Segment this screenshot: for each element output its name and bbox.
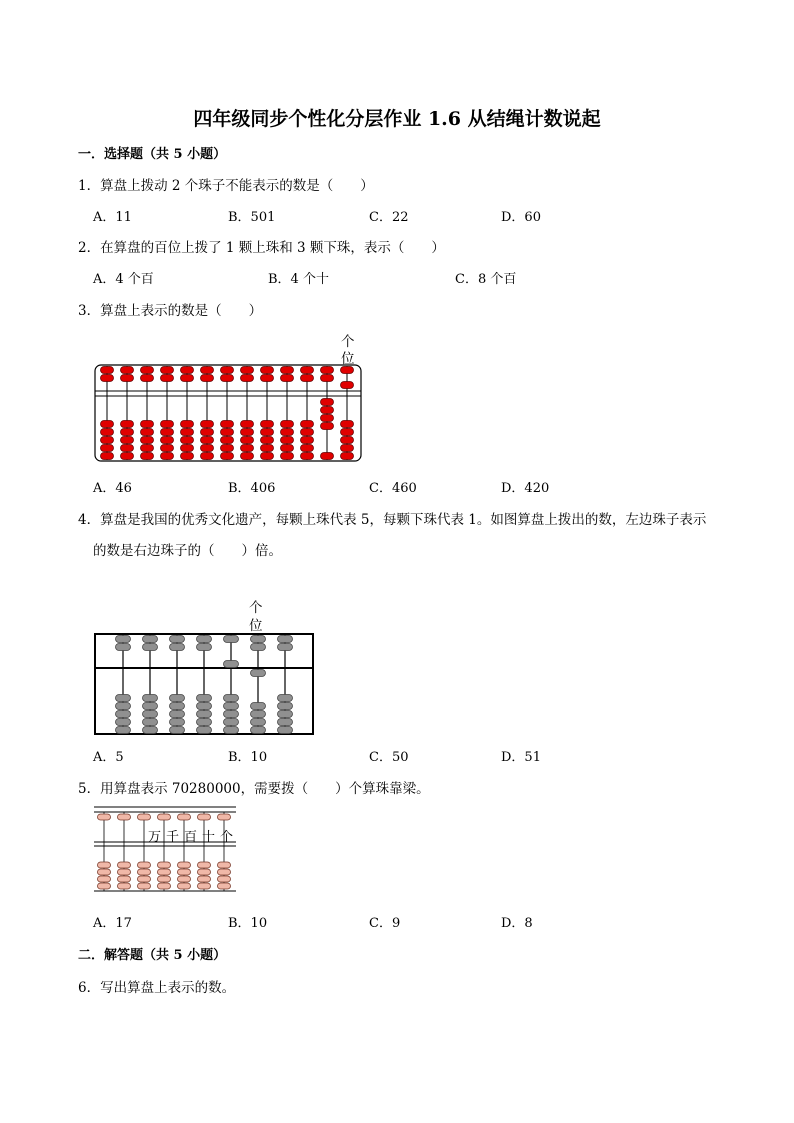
abacus-lower-bead bbox=[197, 695, 212, 702]
abacus-lower-bead bbox=[178, 862, 191, 868]
abacus-lower-bead bbox=[141, 437, 154, 444]
q5-option-d[interactable]: D．8 bbox=[501, 916, 533, 931]
abacus-upper-bead bbox=[141, 367, 154, 374]
q3-option-c[interactable]: C．460 bbox=[369, 481, 417, 496]
question-5: 5．用算盘表示 70280000，需要拨（ ）个算珠靠梁。 bbox=[78, 781, 430, 797]
abacus-lower-bead bbox=[278, 719, 293, 726]
abacus-upper-bead bbox=[241, 367, 254, 374]
abacus-lower-bead bbox=[98, 883, 111, 889]
abacus-lower-bead bbox=[224, 711, 239, 718]
abacus-lower-bead bbox=[101, 437, 114, 444]
abacus-upper-bead bbox=[321, 375, 334, 382]
abacus-lower-bead bbox=[181, 453, 194, 460]
question-4-line-2: 的数是右边珠子的（ ）倍。 bbox=[93, 543, 282, 559]
abacus-lower-bead bbox=[141, 429, 154, 436]
abacus-lower-bead bbox=[138, 883, 151, 889]
abacus-lower-bead bbox=[181, 421, 194, 428]
abacus-upper-bead bbox=[101, 367, 114, 374]
abacus-lower-bead bbox=[158, 869, 171, 875]
abacus-lower-bead bbox=[281, 421, 294, 428]
abacus-lower-bead bbox=[281, 453, 294, 460]
abacus-lower-bead bbox=[341, 453, 354, 460]
abacus-upper-bead bbox=[170, 636, 185, 643]
abacus-lower-bead bbox=[121, 421, 134, 428]
abacus-lower-bead bbox=[138, 869, 151, 875]
label-bai: 百 bbox=[184, 830, 198, 845]
abacus-upper-bead bbox=[301, 375, 314, 382]
question-3: 3．算盘上表示的数是（ ） bbox=[78, 303, 263, 319]
q1-option-a[interactable]: A．11 bbox=[93, 210, 132, 225]
abacus-lower-bead bbox=[218, 883, 231, 889]
abacus-lower-bead bbox=[278, 727, 293, 734]
abacus-upper-bead bbox=[197, 644, 212, 651]
abacus-upper-bead bbox=[121, 375, 134, 382]
abacus-upper-bead bbox=[181, 375, 194, 382]
abacus-lower-bead bbox=[281, 437, 294, 444]
abacus-lower-bead bbox=[241, 421, 254, 428]
q4-ones-label-bottom: 位 bbox=[249, 618, 263, 634]
abacus-lower-bead bbox=[301, 445, 314, 452]
abacus-upper-bead bbox=[278, 644, 293, 651]
q3-ones-label-bottom: 位 bbox=[341, 351, 355, 367]
abacus-upper-bead bbox=[178, 814, 191, 820]
abacus-lower-bead bbox=[241, 429, 254, 436]
abacus-lower-bead bbox=[143, 727, 158, 734]
abacus-lower-bead bbox=[341, 421, 354, 428]
abacus-lower-bead bbox=[158, 862, 171, 868]
abacus-lower-bead bbox=[341, 437, 354, 444]
abacus-lower-bead bbox=[241, 437, 254, 444]
abacus-upper-bead bbox=[121, 367, 134, 374]
abacus-lower-bead bbox=[178, 876, 191, 882]
page-title: 四年级同步个性化分层作业 1.6 从结绳计数说起 bbox=[193, 108, 601, 130]
abacus-upper-bead bbox=[143, 644, 158, 651]
question-4-line-1: 4．算盘是我国的优秀文化遗产，每颗上珠代表 5，每颗下珠代表 1。如图算盘上拨出的数，左边珠子表示 bbox=[78, 512, 707, 528]
abacus-lower-bead bbox=[118, 876, 131, 882]
abacus-upper-bead bbox=[161, 367, 174, 374]
abacus-upper-bead bbox=[118, 814, 131, 820]
abacus-lower-bead bbox=[181, 445, 194, 452]
abacus-lower-bead bbox=[143, 719, 158, 726]
abacus-lower-bead bbox=[197, 727, 212, 734]
abacus-upper-bead bbox=[224, 661, 239, 668]
section-heading-answer: 二．解答题（共 5 小题） bbox=[78, 948, 227, 963]
abacus-lower-bead bbox=[321, 399, 334, 406]
abacus-lower-bead bbox=[161, 421, 174, 428]
abacus-lower-bead bbox=[278, 703, 293, 710]
abacus-upper-bead bbox=[116, 636, 131, 643]
abacus-lower-bead bbox=[116, 711, 131, 718]
abacus-lower-bead bbox=[121, 445, 134, 452]
q5-option-c[interactable]: C．9 bbox=[369, 916, 401, 931]
abacus-lower-bead bbox=[98, 862, 111, 868]
abacus-figure-q4 bbox=[94, 633, 314, 735]
abacus-lower-bead bbox=[118, 862, 131, 868]
question-2: 2．在算盘的百位上拨了 1 颗上珠和 3 颗下珠，表示（ ） bbox=[78, 240, 445, 256]
q1-option-b[interactable]: B．501 bbox=[228, 210, 276, 225]
abacus-lower-bead bbox=[198, 862, 211, 868]
q4-option-a[interactable]: A．5 bbox=[93, 750, 124, 765]
abacus-lower-bead bbox=[198, 869, 211, 875]
abacus-lower-bead bbox=[161, 445, 174, 452]
label-ge: 个 bbox=[220, 830, 234, 845]
abacus-upper-bead bbox=[221, 375, 234, 382]
abacus-lower-bead bbox=[101, 453, 114, 460]
abacus-upper-bead bbox=[101, 375, 114, 382]
abacus-lower-bead bbox=[143, 695, 158, 702]
abacus-lower-bead bbox=[221, 453, 234, 460]
abacus-upper-bead bbox=[251, 636, 266, 643]
q5-option-b[interactable]: B．10 bbox=[228, 916, 268, 931]
abacus-lower-bead bbox=[281, 429, 294, 436]
abacus-upper-bead bbox=[221, 367, 234, 374]
q2-option-a[interactable]: A．4 个百 bbox=[93, 272, 154, 287]
abacus-upper-bead bbox=[158, 814, 171, 820]
abacus-upper-bead bbox=[197, 636, 212, 643]
label-qian: 千 bbox=[166, 830, 180, 845]
q3-option-d[interactable]: D．420 bbox=[501, 481, 550, 496]
abacus-lower-bead bbox=[201, 437, 214, 444]
abacus-lower-bead bbox=[261, 445, 274, 452]
q4-ones-label-top: 个 bbox=[249, 600, 263, 616]
abacus-upper-bead bbox=[141, 375, 154, 382]
abacus-lower-bead bbox=[201, 421, 214, 428]
abacus-lower-bead bbox=[121, 437, 134, 444]
abacus-lower-bead bbox=[241, 453, 254, 460]
abacus-lower-bead bbox=[161, 429, 174, 436]
abacus-lower-bead bbox=[101, 445, 114, 452]
abacus-upper-bead bbox=[170, 644, 185, 651]
q4-option-c[interactable]: C．50 bbox=[369, 750, 409, 765]
abacus-lower-bead bbox=[251, 711, 266, 718]
abacus-lower-bead bbox=[241, 445, 254, 452]
abacus-lower-bead bbox=[118, 869, 131, 875]
abacus-lower-bead bbox=[170, 703, 185, 710]
abacus-lower-bead bbox=[198, 883, 211, 889]
abacus-lower-bead bbox=[170, 695, 185, 702]
abacus-lower-bead bbox=[321, 423, 334, 430]
abacus-lower-bead bbox=[98, 876, 111, 882]
abacus-lower-bead bbox=[101, 421, 114, 428]
label-shi: 十 bbox=[202, 830, 216, 845]
abacus-lower-bead bbox=[116, 727, 131, 734]
abacus-lower-bead bbox=[161, 437, 174, 444]
abacus-lower-bead bbox=[281, 445, 294, 452]
abacus-lower-bead bbox=[121, 429, 134, 436]
abacus-lower-bead bbox=[170, 719, 185, 726]
abacus-upper-bead bbox=[278, 636, 293, 643]
abacus-lower-bead bbox=[224, 727, 239, 734]
abacus-upper-bead bbox=[198, 814, 211, 820]
abacus-lower-bead bbox=[224, 695, 239, 702]
abacus-upper-bead bbox=[241, 375, 254, 382]
abacus-lower-bead bbox=[116, 719, 131, 726]
abacus-lower-bead bbox=[141, 445, 154, 452]
abacus-lower-bead bbox=[218, 869, 231, 875]
abacus-lower-bead bbox=[170, 727, 185, 734]
abacus-lower-bead bbox=[301, 437, 314, 444]
abacus-upper-bead bbox=[201, 375, 214, 382]
abacus-upper-bead bbox=[261, 367, 274, 374]
abacus-lower-bead bbox=[201, 429, 214, 436]
abacus-upper-bead bbox=[341, 367, 354, 374]
abacus-upper-bead bbox=[301, 367, 314, 374]
q1-option-c[interactable]: C．22 bbox=[369, 210, 409, 225]
abacus-lower-bead bbox=[138, 876, 151, 882]
abacus-lower-bead bbox=[118, 883, 131, 889]
abacus-lower-bead bbox=[141, 453, 154, 460]
abacus-lower-bead bbox=[301, 429, 314, 436]
q3-option-b[interactable]: B．406 bbox=[228, 481, 276, 496]
abacus-lower-bead bbox=[341, 445, 354, 452]
abacus-lower-bead bbox=[251, 719, 266, 726]
q2-option-b[interactable]: B．4 个十 bbox=[268, 272, 329, 287]
abacus-lower-bead bbox=[121, 453, 134, 460]
abacus-lower-bead bbox=[341, 429, 354, 436]
abacus-lower-bead bbox=[98, 869, 111, 875]
label-wan: 万 bbox=[148, 830, 162, 845]
abacus-upper-bead bbox=[218, 814, 231, 820]
abacus-figure-q3 bbox=[94, 364, 362, 462]
abacus-lower-bead bbox=[221, 429, 234, 436]
abacus-lower-bead bbox=[141, 421, 154, 428]
abacus-lower-bead bbox=[321, 415, 334, 422]
abacus-lower-bead bbox=[224, 719, 239, 726]
abacus-lower-bead bbox=[218, 862, 231, 868]
abacus-lower-bead bbox=[101, 429, 114, 436]
abacus-upper-bead bbox=[321, 367, 334, 374]
abacus-lower-bead bbox=[158, 876, 171, 882]
abacus-upper-bead bbox=[251, 644, 266, 651]
abacus-lower-bead bbox=[251, 670, 266, 677]
abacus-lower-bead bbox=[261, 429, 274, 436]
abacus-lower-bead bbox=[221, 421, 234, 428]
abacus-lower-bead bbox=[197, 719, 212, 726]
abacus-lower-bead bbox=[143, 711, 158, 718]
abacus-upper-bead bbox=[281, 375, 294, 382]
q3-option-a[interactable]: A．46 bbox=[93, 481, 132, 496]
section-heading-choice: 一．选择题（共 5 小题） bbox=[78, 147, 227, 162]
abacus-lower-bead bbox=[278, 695, 293, 702]
abacus-upper-bead bbox=[341, 382, 354, 389]
abacus-upper-bead bbox=[224, 636, 239, 643]
abacus-lower-bead bbox=[261, 421, 274, 428]
abacus-lower-bead bbox=[261, 453, 274, 460]
abacus-lower-bead bbox=[198, 876, 211, 882]
abacus-upper-bead bbox=[281, 367, 294, 374]
q1-option-d[interactable]: D．60 bbox=[501, 210, 541, 225]
abacus-lower-bead bbox=[143, 703, 158, 710]
abacus-lower-bead bbox=[201, 445, 214, 452]
abacus-lower-bead bbox=[170, 711, 185, 718]
abacus-upper-bead bbox=[161, 375, 174, 382]
abacus-lower-bead bbox=[116, 695, 131, 702]
q5-option-a[interactable]: A．17 bbox=[93, 916, 132, 931]
q5-place-labels bbox=[148, 826, 238, 845]
q2-option-c[interactable]: C．8 个百 bbox=[455, 272, 517, 287]
abacus-upper-bead bbox=[261, 375, 274, 382]
abacus-lower-bead bbox=[161, 453, 174, 460]
q4-option-b[interactable]: B．10 bbox=[228, 750, 268, 765]
abacus-figure-q5 bbox=[94, 806, 240, 894]
abacus-lower-bead bbox=[261, 437, 274, 444]
abacus-lower-bead bbox=[251, 703, 266, 710]
question-1: 1．算盘上拨动 2 个珠子不能表示的数是（ ） bbox=[78, 178, 374, 194]
q4-option-d[interactable]: D．51 bbox=[501, 750, 541, 765]
abacus-lower-bead bbox=[197, 711, 212, 718]
question-6: 6．写出算盘上表示的数。 bbox=[78, 980, 236, 996]
abacus-lower-bead bbox=[218, 876, 231, 882]
abacus-lower-bead bbox=[158, 883, 171, 889]
abacus-lower-bead bbox=[321, 407, 334, 414]
abacus-lower-bead bbox=[301, 421, 314, 428]
abacus-lower-bead bbox=[178, 869, 191, 875]
abacus-upper-bead bbox=[116, 644, 131, 651]
abacus-lower-bead bbox=[224, 703, 239, 710]
q3-ones-label-top: 个 bbox=[341, 334, 355, 350]
abacus-lower-bead bbox=[321, 453, 334, 460]
abacus-lower-bead bbox=[221, 445, 234, 452]
abacus-lower-bead bbox=[197, 703, 212, 710]
abacus-lower-bead bbox=[278, 711, 293, 718]
abacus-lower-bead bbox=[178, 883, 191, 889]
abacus-lower-bead bbox=[201, 453, 214, 460]
abacus-upper-bead bbox=[98, 814, 111, 820]
abacus-upper-bead bbox=[143, 636, 158, 643]
abacus-lower-bead bbox=[301, 453, 314, 460]
abacus-lower-bead bbox=[181, 437, 194, 444]
abacus-upper-bead bbox=[138, 814, 151, 820]
abacus-lower-bead bbox=[221, 437, 234, 444]
abacus-lower-bead bbox=[116, 703, 131, 710]
abacus-lower-bead bbox=[181, 429, 194, 436]
abacus-upper-bead bbox=[201, 367, 214, 374]
abacus-lower-bead bbox=[251, 727, 266, 734]
abacus-lower-bead bbox=[138, 862, 151, 868]
abacus-upper-bead bbox=[181, 367, 194, 374]
